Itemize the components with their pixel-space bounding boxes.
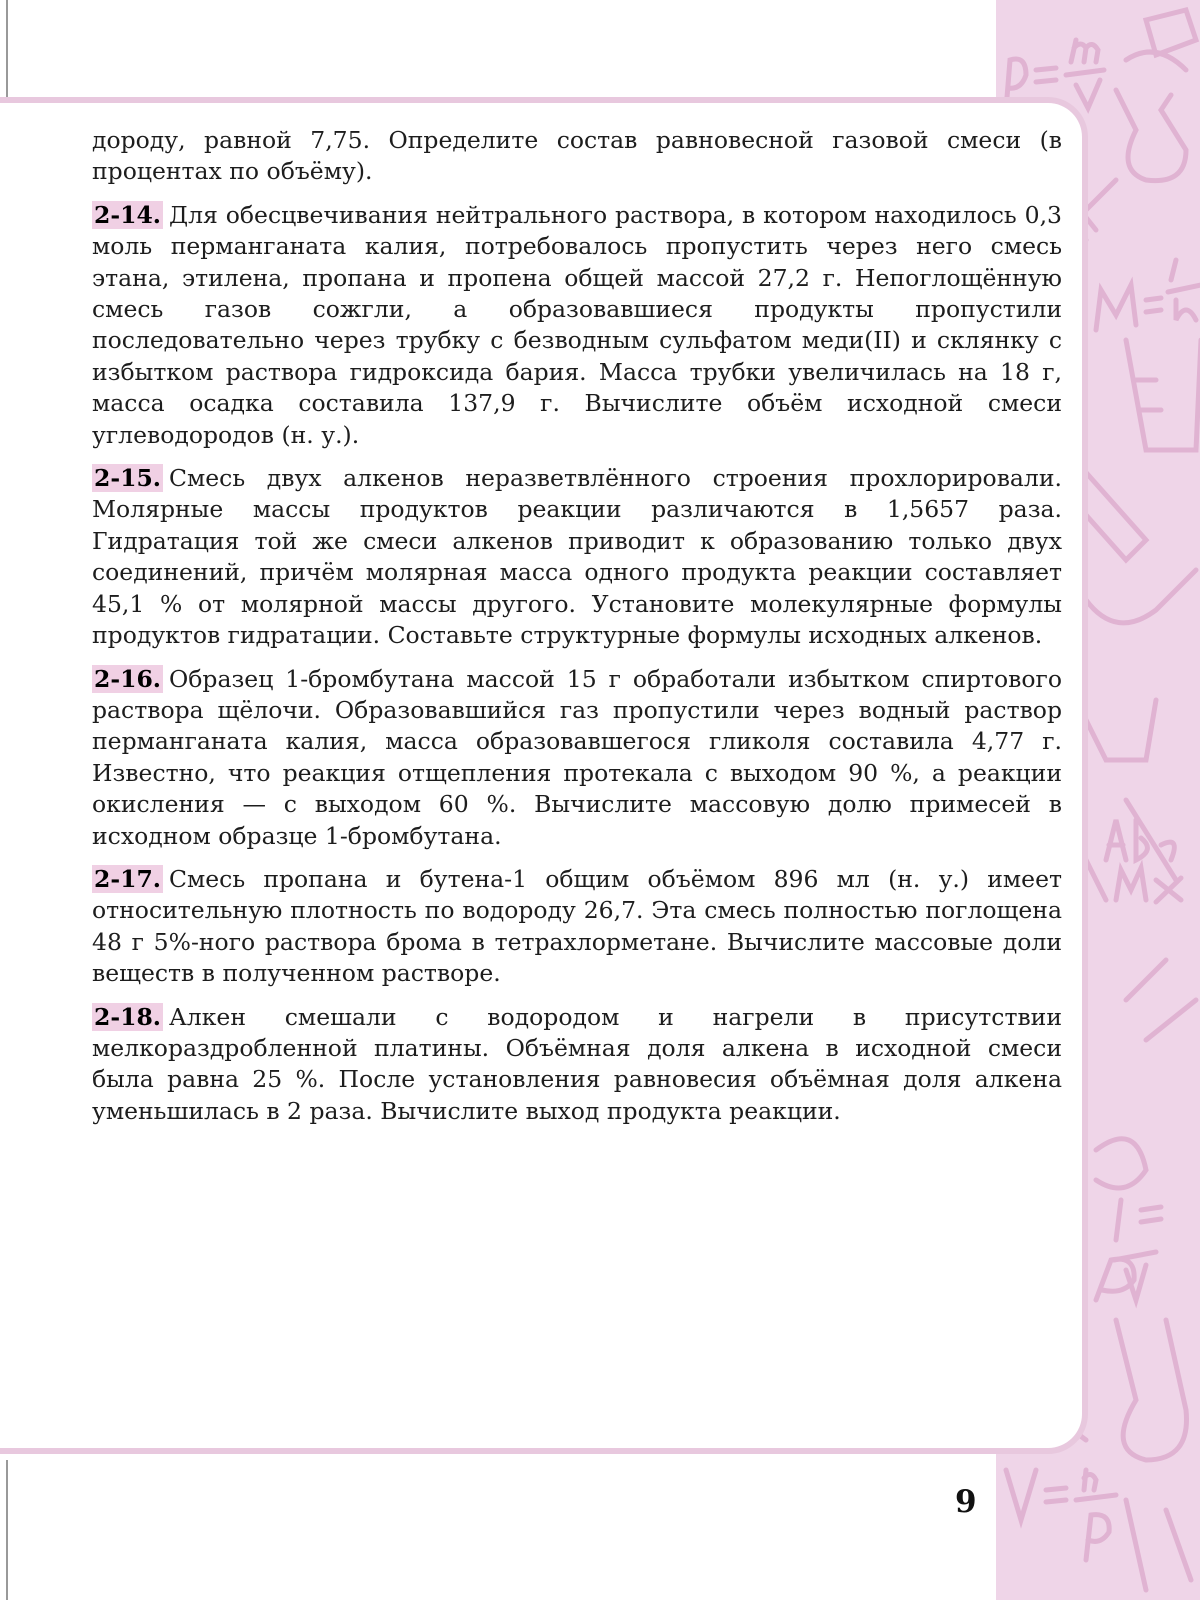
problems-list (92, 125, 1062, 1139)
problem-number: 2-14. (94, 200, 161, 229)
page-edge-mark-bottom (6, 1460, 8, 1600)
problem-continuation (92, 125, 1062, 188)
problem-number: 2-15. (94, 464, 161, 493)
page-edge-mark-top (6, 0, 8, 100)
problem-2-14 (92, 200, 1062, 451)
problem-text: Смесь пропана и бутена-1 общим объёмом 896 мл (н. у.) имеет относительную плотность по водороду 26,7. Эта смесь полностью поглощена 48 г 5%-ного раствора брома в тетрахлорметане. Вычислите массовые доли веществ в полученном растворе. (92, 864, 1062, 988)
problem-2-17 (92, 864, 1062, 990)
problem-text: Для обесцвечивания нейтрального раствора, в котором находилось 0,3 моль перманганата калия, потребовалось пропустить через него смесь этана, этилена, пропана и пропена общей массой 27,2 г. Непоглощённую смесь газов сожгли, а образовавшиеся продукты пропустили последовательно через трубку с безводным сульфатом меди(II) и склянку с избытком раствора гидроксида бария. Масса трубки увеличилась на 18 г, масса осадка составила 137,9 г. Вычислите объём исходной смеси углеводородов (н. у.). (92, 200, 1062, 449)
problem-2-18 (92, 1002, 1062, 1128)
page-number: 9 (955, 1484, 977, 1520)
problem-2-16 (92, 664, 1062, 852)
problem-text: Образец 1-бромбутана массой 15 г обработали избытком спиртового раствора щёлочи. Образовавшийся газ пропустили через водный раствор перманганата калия, масса образовавшегося гликоля составила 4,77 г. Известно, что реакция отщепления протекала с выходом 90 %, а реакции окисления — с выходом 60 %. Вычислите массовую долю примесей в исходном образце 1-бромбутана. (92, 664, 1062, 850)
problem-number: 2-16. (94, 664, 161, 693)
problem-number: 2-18. (94, 1002, 161, 1031)
problem-number: 2-17. (94, 864, 161, 893)
problem-2-15 (92, 463, 1062, 651)
problem-text: Смесь двух алкенов неразветвлённого строения прохлорировали. Молярные массы продуктов реакции различаются в 1,5657 раза. Гидратация той же смеси алкенов приводит к образованию только двух соединений, причём молярная масса одного продукта реакции составляет 45,1 % от молярной массы другого. Установите молекулярные формулы продуктов гидратации. Составьте структурные формулы исходных алкенов. (92, 464, 1062, 650)
problem-text: дороду, равной 7,75. Определите состав равновесной газовой смеси (в процентах по объёму). (92, 126, 1062, 186)
problem-text: Алкен смешали с водородом и нагрели в присутствии мелкораздробленной платины. Объёмная доля алкена в исходной смеси была равна 25 %. После установления равновесия объёмная доля алкена уменьшилась в 2 раза. Вычислите выход продукта реакции. (92, 1002, 1062, 1125)
